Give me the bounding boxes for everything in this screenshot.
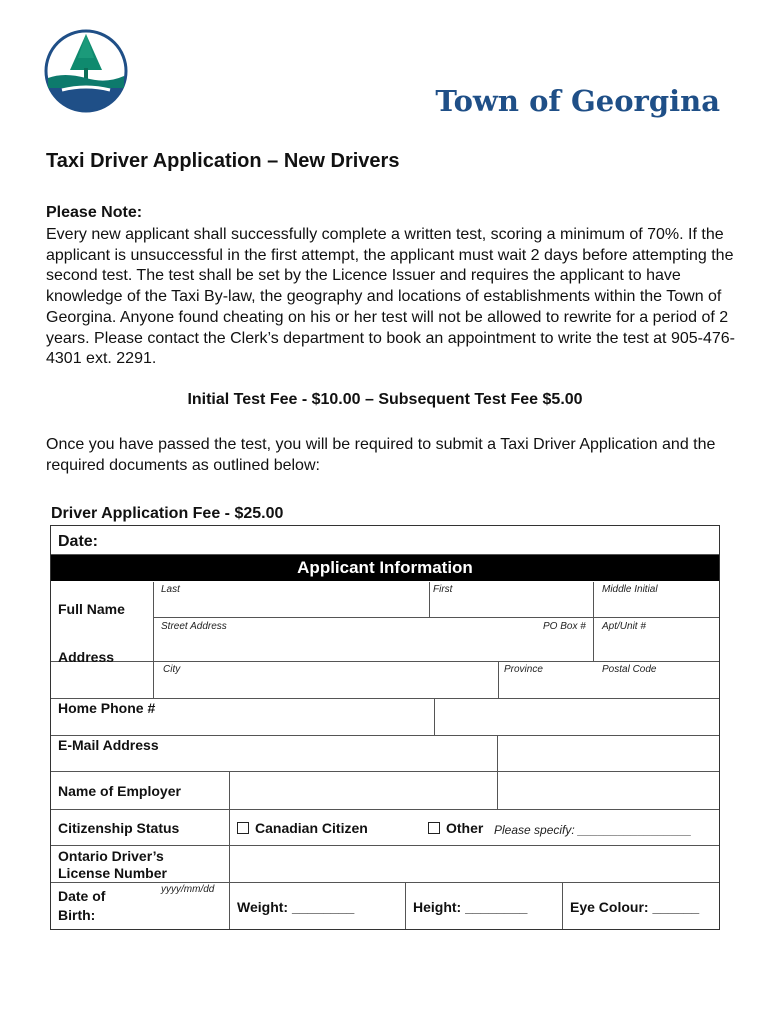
other-option[interactable] [428,820,483,836]
home-phone-label: Home Phone # [58,700,156,716]
weight-field: Weight: ________ [237,899,355,915]
eye-colour-field: Eye Colour: ______ [570,899,700,915]
province-caption: Province [504,664,543,675]
note-heading: Please Note: [46,204,143,221]
please-specify: Please specify: _________________ [494,823,692,837]
email-label: E-Mail Address [58,737,159,753]
applicant-info-banner: Applicant Information [51,555,719,581]
city-caption: City [163,664,181,675]
apt-unit-caption: Apt/Unit # [602,621,646,632]
page-title: Taxi Driver Application – New Drivers [46,150,400,172]
canadian-citizen-checkbox[interactable] [237,822,249,834]
date-label: Date: [58,533,99,550]
middle-initial-caption: Middle Initial [602,584,658,595]
note-body: Every new applicant shall successfully complete a written test, scoring a minimum of 70%. If the applicant is unsuccessful in the first attempt, the applicant must wait 2 days before attempting the second test. The test shall be set by the Licence Issuer and requires the applicant to have knowledge of the Taxi By-law, the geography and locations of establishments within the Town of Georgina. Anyone found cheating on his or her test will not be allowed to rewrite for a period of 2 years. Please contact the Clerk’s department to book an appointment to write the test at 905-476-4301 ext. 2291. [46,226,735,368]
application-fee: Driver Application Fee - $25.00 [51,505,284,522]
height-field: Height: ________ [413,899,528,915]
passed-text: Once you have passed the test, you will be required to submit a Taxi Driver Application and the required documents as outlined below: [46,436,716,474]
canadian-citizen-text: Canadian Citizen [255,820,368,836]
postal-code-caption: Postal Code [602,664,657,675]
street-address-caption: Street Address [161,621,227,632]
first-name-caption: First [433,584,453,595]
full-name-label: Full Name [58,601,125,617]
address-label: Address [58,649,115,665]
other-text: Other [446,820,484,836]
last-name-caption: Last [161,584,180,595]
town-logo [44,28,128,116]
po-box-caption: PO Box # [543,621,586,632]
dob-label-line1: Date of [58,888,106,904]
citizenship-label: Citizenship Status [58,820,180,836]
license-label-line1: Ontario Driver’s [58,848,164,864]
applicant-form [50,525,720,930]
employer-label: Name of Employer [58,783,181,799]
other-checkbox[interactable] [428,822,440,834]
dob-format: yyyy/mm/dd [161,884,215,895]
town-name: Town of Georgina [435,84,720,118]
dob-label-line2: Birth: [58,907,96,923]
canadian-citizen-option[interactable] [237,820,368,836]
fees-line: Initial Test Fee - $10.00 – Subsequent Test Fee $5.00 [187,391,583,408]
license-label-line2: License Number [58,865,167,881]
